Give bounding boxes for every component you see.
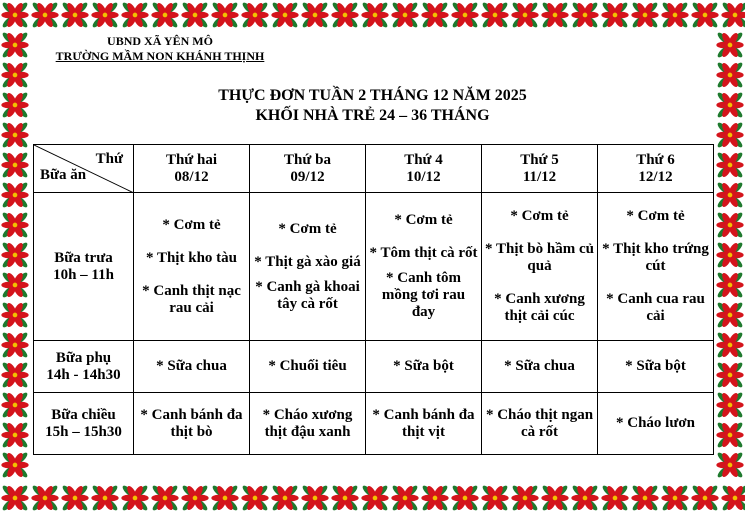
poinsettia-border-right bbox=[715, 0, 745, 513]
poinsettia-flower bbox=[1, 451, 29, 479]
day-date: 08/12 bbox=[174, 168, 209, 185]
poinsettia-flower bbox=[1, 121, 29, 149]
poinsettia-flower bbox=[631, 1, 659, 29]
dish: * Canh thịt nạc rau cải bbox=[142, 282, 241, 316]
dish: * Thịt bò hầm củ quả bbox=[485, 241, 594, 274]
lunch-cell-thu bbox=[482, 193, 598, 341]
day-date: 10/12 bbox=[406, 168, 441, 185]
meal-label-cell bbox=[34, 393, 134, 455]
poinsettia-flower bbox=[181, 1, 209, 29]
meal-time: 15h – 15h30 bbox=[45, 423, 122, 440]
poinsettia-flower bbox=[481, 1, 509, 29]
afternoon-cell-fri: * Cháo lươn bbox=[598, 393, 714, 455]
poinsettia-flower bbox=[331, 484, 359, 512]
poinsettia-flower bbox=[1, 241, 29, 269]
poinsettia-flower bbox=[601, 1, 629, 29]
dish: * Thịt kho trứng cút bbox=[602, 241, 709, 274]
day-header-tue bbox=[250, 145, 366, 193]
snack-cell-wed: * Sữa bột bbox=[366, 341, 482, 393]
day-header-mon bbox=[134, 145, 250, 193]
lunch-cell-fri bbox=[598, 193, 714, 341]
dish: * Canh xương thịt cải cúc bbox=[494, 291, 585, 324]
dish: * Tôm thịt cà rốt bbox=[369, 245, 478, 261]
poinsettia-flower bbox=[511, 484, 539, 512]
day-header-thu bbox=[482, 145, 598, 193]
day-name: Thứ 4 bbox=[404, 151, 443, 168]
poinsettia-flower bbox=[1, 61, 29, 89]
poinsettia-flower bbox=[271, 484, 299, 512]
day-name: Thứ hai bbox=[165, 151, 218, 168]
poinsettia-flower bbox=[1, 421, 29, 449]
school-name: TRƯỜNG MẦM NON KHÁNH THỊNH bbox=[55, 49, 265, 63]
meal-name: Bữa chiều bbox=[51, 406, 116, 423]
day-date: 12/12 bbox=[638, 168, 673, 185]
poinsettia-border-top bbox=[0, 0, 745, 30]
dish: * Cơm tẻ bbox=[626, 208, 685, 224]
dish: * Canh cua rau cải bbox=[606, 291, 705, 324]
poinsettia-flower bbox=[151, 484, 179, 512]
poinsettia-flower bbox=[1, 391, 29, 419]
meal-label-cell bbox=[34, 193, 134, 341]
table-row-afternoon bbox=[34, 393, 714, 455]
table-row-snack bbox=[34, 341, 714, 393]
afternoon-cell-tue: * Cháo xương thịt đậu xanh bbox=[250, 393, 366, 455]
day-header-fri bbox=[598, 145, 714, 193]
day-header-wed bbox=[366, 145, 482, 193]
poinsettia-flower bbox=[1, 31, 29, 59]
afternoon-cell-thu: * Cháo thịt ngan cà rốt bbox=[482, 393, 598, 455]
poinsettia-flower bbox=[661, 484, 689, 512]
poinsettia-flower bbox=[541, 484, 569, 512]
poinsettia-flower bbox=[481, 484, 509, 512]
poinsettia-flower bbox=[271, 1, 299, 29]
poinsettia-flower bbox=[211, 484, 239, 512]
snack-cell-tue: * Chuối tiêu bbox=[250, 341, 366, 393]
poinsettia-flower bbox=[121, 1, 149, 29]
poinsettia-flower bbox=[716, 421, 744, 449]
poinsettia-flower bbox=[1, 151, 29, 179]
day-name: Thứ 5 bbox=[520, 151, 559, 168]
poinsettia-flower bbox=[451, 1, 479, 29]
poinsettia-flower bbox=[31, 1, 59, 29]
lunch-cell-tue bbox=[250, 193, 366, 341]
day-date: 09/12 bbox=[290, 168, 325, 185]
snack-cell-thu: * Sữa chua bbox=[482, 341, 598, 393]
dish: * Cơm tẻ bbox=[278, 220, 337, 237]
poinsettia-flower bbox=[571, 1, 599, 29]
poinsettia-flower bbox=[1, 331, 29, 359]
poinsettia-flower bbox=[421, 484, 449, 512]
org-name: UBND XÃ YÊN MÔ bbox=[107, 34, 213, 48]
corner-header-cell bbox=[34, 145, 134, 193]
poinsettia-flower bbox=[61, 484, 89, 512]
poinsettia-flower bbox=[1, 271, 29, 299]
dish: * Thịt kho tàu bbox=[145, 249, 237, 266]
poinsettia-flower bbox=[241, 484, 269, 512]
poinsettia-flower bbox=[716, 181, 744, 209]
poinsettia-flower bbox=[571, 484, 599, 512]
poinsettia-flower bbox=[361, 1, 389, 29]
poinsettia-flower bbox=[716, 211, 744, 239]
poinsettia-flower bbox=[716, 151, 744, 179]
dish: * Canh tôm mồng tơi rau đay bbox=[381, 270, 466, 320]
dish: * Cơm tẻ bbox=[162, 216, 221, 233]
corner-meal-label: Bữa ăn bbox=[40, 167, 87, 183]
poinsettia-flower bbox=[301, 1, 329, 29]
poinsettia-flower bbox=[716, 301, 744, 329]
poinsettia-flower bbox=[541, 1, 569, 29]
menu-subtitle: KHỐI NHÀ TRẺ 24 – 36 THÁNG bbox=[255, 107, 490, 124]
meal-time: 10h – 11h bbox=[53, 266, 114, 283]
corner-day-label: Thứ bbox=[95, 151, 123, 167]
poinsettia-flower bbox=[716, 241, 744, 269]
poinsettia-flower bbox=[1, 211, 29, 239]
snack-cell-fri: * Sữa bột bbox=[598, 341, 714, 393]
poinsettia-flower bbox=[91, 1, 119, 29]
meal-name: Bữa phụ bbox=[55, 349, 112, 366]
poinsettia-flower bbox=[301, 484, 329, 512]
poinsettia-flower bbox=[601, 484, 629, 512]
dish: * Cơm tẻ bbox=[394, 212, 453, 228]
snack-cell-mon: * Sữa chua bbox=[134, 341, 250, 393]
header-organization bbox=[30, 34, 290, 64]
day-name: Thứ ba bbox=[284, 151, 331, 168]
dish: * Canh gà khoai tây cà rốt bbox=[255, 278, 360, 312]
poinsettia-flower bbox=[241, 1, 269, 29]
day-name: Thứ 6 bbox=[636, 151, 675, 168]
meal-time: 14h - 14h30 bbox=[46, 366, 121, 383]
poinsettia-flower bbox=[151, 1, 179, 29]
poinsettia-flower bbox=[716, 121, 744, 149]
poinsettia-flower bbox=[211, 1, 239, 29]
poinsettia-flower bbox=[91, 484, 119, 512]
poinsettia-flower bbox=[331, 1, 359, 29]
poinsettia-flower bbox=[181, 484, 209, 512]
poinsettia-flower bbox=[716, 331, 744, 359]
poinsettia-flower bbox=[421, 1, 449, 29]
lunch-cell-wed bbox=[366, 193, 482, 341]
menu-title: THỰC ĐƠN TUẦN 2 THÁNG 12 NĂM 2025 bbox=[218, 87, 527, 104]
poinsettia-flower bbox=[61, 1, 89, 29]
poinsettia-border-bottom bbox=[0, 483, 745, 513]
afternoon-cell-mon: * Canh bánh đa thịt bò bbox=[134, 393, 250, 455]
poinsettia-flower bbox=[121, 484, 149, 512]
poinsettia-flower bbox=[661, 1, 689, 29]
table-header-row bbox=[34, 145, 714, 193]
weekly-menu-table bbox=[33, 144, 714, 455]
table-row-lunch bbox=[34, 193, 714, 341]
poinsettia-flower bbox=[1, 361, 29, 389]
poinsettia-flower bbox=[716, 271, 744, 299]
poinsettia-flower bbox=[451, 484, 479, 512]
afternoon-cell-wed: * Canh bánh đa thịt vịt bbox=[366, 393, 482, 455]
poinsettia-flower bbox=[716, 391, 744, 419]
poinsettia-flower bbox=[716, 31, 744, 59]
dish: * Thịt gà xào giá bbox=[254, 253, 361, 270]
day-date: 11/12 bbox=[522, 168, 557, 185]
poinsettia-flower bbox=[391, 1, 419, 29]
meal-name: Bữa trưa bbox=[54, 249, 113, 266]
lunch-cell-mon bbox=[134, 193, 250, 341]
poinsettia-flower bbox=[631, 484, 659, 512]
poinsettia-flower bbox=[511, 1, 539, 29]
poinsettia-flower bbox=[716, 451, 744, 479]
poinsettia-flower bbox=[31, 484, 59, 512]
poinsettia-border-left bbox=[0, 0, 30, 513]
poinsettia-flower bbox=[391, 484, 419, 512]
poinsettia-flower bbox=[716, 361, 744, 389]
meal-label-cell bbox=[34, 341, 134, 393]
dish: * Cơm tẻ bbox=[510, 208, 569, 224]
poinsettia-flower bbox=[1, 181, 29, 209]
poinsettia-flower bbox=[1, 301, 29, 329]
poinsettia-flower bbox=[361, 484, 389, 512]
poinsettia-flower bbox=[716, 61, 744, 89]
